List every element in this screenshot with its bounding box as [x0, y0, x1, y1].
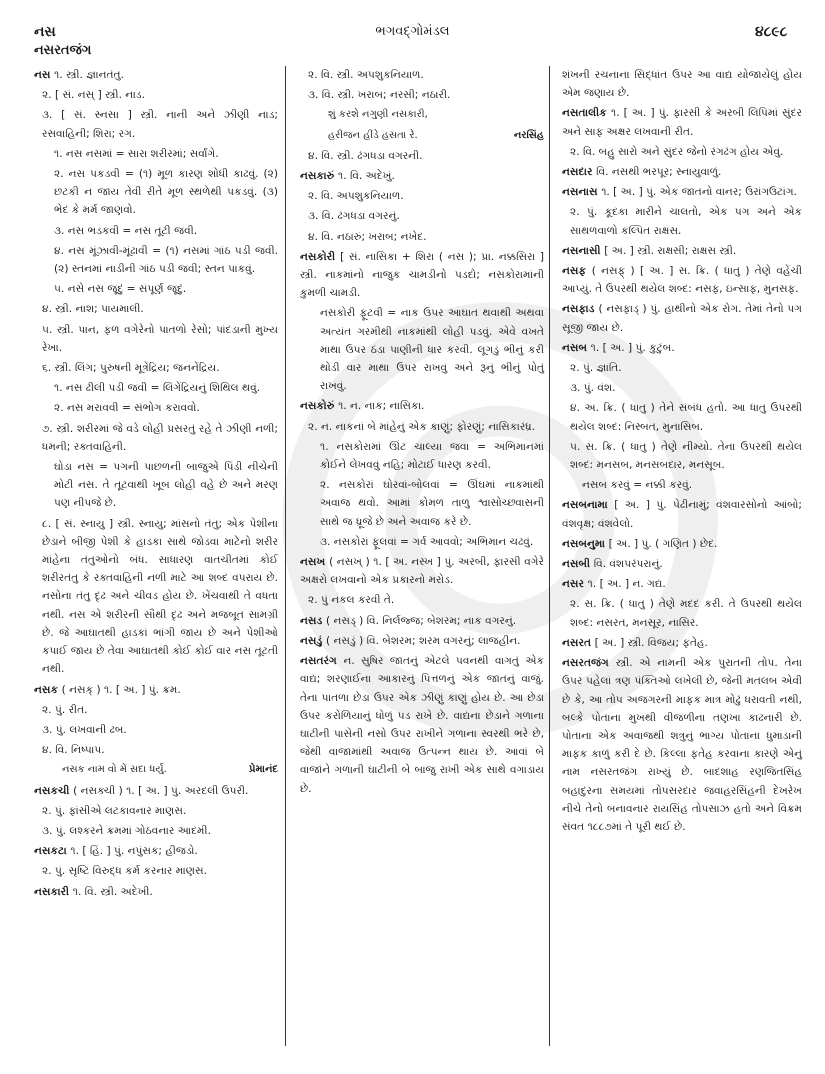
- entry-text: ૨. પું. જ્ઞાતિ.: [570, 362, 622, 375]
- definition-text: ૧. સ્ત્રી. જ્ઞાનતંતુ.: [54, 69, 124, 81]
- headword: નસતરંગ: [300, 655, 344, 668]
- headword: નસબનુમા: [562, 537, 609, 550]
- idiom-entry: [34, 242, 278, 278]
- sense-entry: [34, 721, 278, 739]
- sense-entry: [300, 418, 544, 436]
- quotation-source: પ્રેમાનંદ: [248, 764, 278, 776]
- entry-text: નસક નામ વો મેં સદા ધર્યું.: [62, 764, 167, 776]
- definition-text: ન. સુષિર જાતનું એટલે પવનથી વાગતું એક વાદ્ય; શરણાઈના આકારનું પિત્તળનું એક જાતનું વાજું. તેના પાતળા છેડા ઉપર એક ઝીણું કાણું હોય છે. આ છેડા ઉપર કરોળિયાનું ધોળું પડ રાખે છે. વાદ્યના છેડાને ગળાના ઘાટીની પાસેની નસો ઉપર રાખીને ગળાના સ્વરથી ભરે છે, જેથી વાજામાંથી અવાજ ઉત્પન્ન થાય છે. આવાં બે વાજાંને ગળાની ઘાટીની બે બાજુ રાખી એક સાથે વગાડાય છે.: [300, 655, 544, 795]
- entry-text: ૨. સ. ક્રિ. ( ધાતુ ) તેણે મદદ કરી. તે ઉપરથી થયેલ શબ્દ: નસરત, મનસૂર, નાસિર.: [570, 598, 802, 629]
- entry-text: ૨. નસ મરાવવી = સંભોગ કરાવવો.: [54, 402, 200, 415]
- definition-text: ૧. [ અ. ] પું. કુટુંબ.: [590, 341, 675, 354]
- idiom-entry: [34, 399, 278, 417]
- dictionary-headword-entry: [34, 883, 278, 901]
- idiom-entry: [300, 533, 544, 551]
- sense-entry: [34, 802, 278, 820]
- sense-entry: [300, 147, 544, 165]
- sense-entry: [562, 143, 802, 161]
- entry-text: ૨. [ સં. નસ્ ] સ્ત્રી. નાડ.: [42, 89, 145, 102]
- sense-entry: [34, 701, 278, 719]
- dictionary-headword-entry: [562, 163, 802, 181]
- quotation: [300, 127, 544, 145]
- sense-entry: [300, 207, 544, 225]
- headword: નસર: [562, 578, 588, 591]
- dictionary-headword-entry: [34, 782, 278, 800]
- idiom-entry: [34, 379, 278, 397]
- dictionary-headword-entry: [562, 555, 802, 573]
- dictionary-headword-entry: [34, 842, 278, 860]
- idiom-entry: [34, 145, 278, 163]
- entry-text: ૩. વિ. સ્ત્રી. ખરાબ; નરસી; નઠારી.: [308, 89, 451, 102]
- sense-entry: [34, 420, 278, 456]
- sense-entry: [562, 438, 802, 474]
- entry-text: ૨. પું. સૃષ્ટિ વિરુદ્ધ કર્મ કરનાર માણસ.: [42, 865, 207, 878]
- dictionary-headword-entry: [562, 575, 802, 593]
- entry-text: ૨. પું. કૂદકા મારીને ચાલતો, એક પગ અને એક સાથળવાળો કલ્પિત રાક્ષસ.: [570, 206, 802, 237]
- entry-text: ૩. પું. લખવાની ઢબ.: [42, 723, 127, 736]
- dictionary-headword-entry: [300, 612, 544, 630]
- entry-text: ૪. વિ. નઠારું; ખરાબ; નખેદ.: [308, 230, 427, 243]
- entry-text: ૨. પું. રીત.: [42, 703, 88, 716]
- entry-text: ૨. વિ. બહુ સારો અને સુંદર જેનો રંગઢંગ હોય એવું.: [570, 145, 784, 158]
- definition-text: ( નસડું ) વિ. બેશરમ; શરમ વગરનું; લાજહીન.: [325, 634, 521, 647]
- idiom-entry: [300, 438, 544, 474]
- idiom-entry: [300, 304, 544, 395]
- entry-text: ૧. નસ નસમાં = સારા શરીરમાં; સર્વાંગે.: [54, 147, 219, 160]
- entry-text: ૪. સ્ત્રી. નાશ; પાયમાલી.: [42, 303, 144, 316]
- entry-text: ૪. વિ. નિષ્પાપ.: [42, 744, 105, 757]
- sense-entry: [300, 86, 544, 104]
- dictionary-headword-entry: [562, 104, 802, 140]
- header-first-word: નસ: [34, 24, 56, 40]
- page-header: [0, 24, 825, 44]
- dictionary-headword-entry: [562, 183, 802, 201]
- idiom-entry: [34, 458, 278, 513]
- entry-text: ૩. નસ ભડકવી = નસ તૂટી જવી.: [54, 224, 198, 237]
- definition-text: ( નસખ્ ) ૧. [ અ. નસ્ખ ] પું. અરબી, ફારસી વગેરે અક્ષરો લખવાનો એક પ્રકારનો મરોડ.: [300, 556, 545, 587]
- headword: નસ: [34, 69, 55, 81]
- sense-entry: [562, 203, 802, 239]
- entry-text: ૩. [ સં. સ્નસા ] સ્ત્રી. નાની અને ઝીણી નાડ; રસવાહિની; શિરા; રગ.: [42, 109, 278, 140]
- headword: નસતાલીક: [562, 107, 612, 120]
- dictionary-headword-entry: [562, 242, 802, 260]
- definition-text: ( નસક્ચી ) ૧. [ અ. ] પું. અરદલી ઉપરી.: [73, 784, 249, 797]
- dictionary-headword-entry: [300, 553, 544, 589]
- definition-text: ( નસફાડ્ ) પું. હાથીનો એક રોગ. તેમાં તેનો પગ સૂજી જાય છે.: [562, 303, 802, 334]
- sense-entry: [34, 862, 278, 880]
- sense-entry: [34, 359, 278, 377]
- entry-text: ૭. સ્ત્રી. શરીરમાં જે વડે લોહી પ્રસરતું રહે તે ઝીણી નળી; ધમની; રક્તવાહિની.: [42, 422, 278, 453]
- headword: નસબી: [562, 558, 594, 571]
- entry-text: ૩. પું. વંશ.: [570, 382, 616, 395]
- sense-entry: [34, 515, 278, 679]
- sense-entry: [34, 86, 278, 104]
- entry-text: ૮. [ સં. સ્નાયુ ] સ્ત્રી. સ્નાયુ; માંસનો તંતુ; એક પેશીના છેડાને બીજી પેશી કે હાડકા સાથે જોડવા માટેનો શરીર માંહેના તંતુઓનો બંધ. સાધારણ વાતચીતમાં કોઈ શરીરતંતુ કે રક્તવાહિની નળી માટે આ શબ્દ વપરાય છે. નસોના તંતુ દૃઢ અને ચીવડ હોય છે. ખેંચવાથી તે વધતા નથી. નસ એ શરીરની સૌથી દૃઢ અને મજબૂત સામગ્રી છે. જે આઘાતથી હાડકાં ભાંગી જાય છે અને પેશીઓ કપાઈ જાય છે તેવા આઘાતથી કોઈ કોઈ વાર નસ તૂટતી નથી.: [42, 517, 278, 676]
- header-last-word: નસરતજંગ: [34, 43, 92, 58]
- dictionary-headword-entry: [34, 681, 278, 699]
- headword: નસકારું: [300, 170, 339, 183]
- headword: નસકોરું: [300, 400, 339, 413]
- dictionary-column-2: [300, 66, 544, 800]
- definition-text: ૧. [ અ. ] ન. ગદ્ય.: [587, 578, 666, 591]
- entry-text: ૩. વિ. ઢંગધડા વગરનું.: [308, 210, 400, 223]
- sense-entry: [562, 359, 802, 377]
- definition-text: ૧. ન. નાક; નાસિકા.: [338, 400, 425, 413]
- idiom-entry: [300, 476, 544, 531]
- definition-text: વિ. નસથી ભરપૂર; સ્નાયુવાળું.: [596, 166, 722, 179]
- sense-entry: [562, 379, 802, 397]
- dictionary-headword-entry: [300, 652, 544, 798]
- headword: નસડું: [300, 634, 326, 647]
- definition-text: ૧. વિ. અદેખું.: [338, 170, 395, 183]
- definition-text: ૧. [ અ. ] પું. એક જાતનો વાનર; ઉરાંગઉટાંગ.: [601, 186, 797, 199]
- headword: નસનાસી: [562, 244, 605, 257]
- entry-text: ૪. અ. ક્રિ. ( ધાતુ ) તેને સંબંધ હતો. આ ધાતુ ઉપરથી થયેલ શબ્દ: નિસ્બત, મુનાસિબ.: [570, 402, 802, 433]
- sense-entry: [300, 228, 544, 246]
- sense-entry: [34, 106, 278, 142]
- entry-text: ૪. નસ મૂંઝાવી-મૂંઢાવી = (૧) નસમાં ગાંઠ પડી જવી. (૨) સ્તનમાં નાડીની ગાંઠ પડી જવી; સ્તન પાકવું.: [54, 244, 278, 276]
- headword: નસફાડ: [562, 303, 599, 316]
- dictionary-headword-entry: [300, 632, 544, 650]
- headword: નસનાસ: [562, 186, 602, 199]
- dictionary-headword-entry: [34, 66, 278, 84]
- entry-text: ૫. સ. ક્રિ. ( ધાતુ ) તેણે નીમ્યો. તેના ઉપરથી થયેલ શબ્દ: મનસબ, મનસબદાર, મનસૂબ.: [570, 440, 802, 472]
- entry-text: ૨. નસકોરાં ઘોરવાં-બોલવાં = ઊંઘમાં નાકમાંથી અવાજ થવો. આમાં કોમળ તાળુ શ્વાસોચ્છ્વાસની સાથે જ ધ્રૂજે છે અને અવાજ કરે છે.: [320, 479, 544, 528]
- dictionary-headword-entry: [562, 634, 802, 652]
- entry-text: ૩. નસકોરાં ફૂલવાં = ગર્વ આવવો; અભિમાન ચઢવું.: [320, 535, 534, 548]
- entry-text: ૨. વિ. અપશુકનિયાળ.: [308, 190, 404, 203]
- column-divider: [285, 66, 286, 1046]
- entry-text: હરીજન હીંડે હસતા રે.: [328, 129, 418, 141]
- dictionary-headword-entry: [300, 248, 544, 303]
- definition-text: [ અ. ] પું. પેઢીનામું; વંશવારસોનો આંબો; વંશવૃક્ષ; વંશવેલો.: [562, 499, 803, 530]
- definition-text: વિ. વંશપરંપરાનું.: [593, 558, 663, 571]
- headword: નસફ: [562, 265, 592, 278]
- sense-entry: [300, 66, 544, 84]
- page-number: ૪૮૯૮: [755, 24, 788, 40]
- headword: નસબનામા: [562, 499, 615, 512]
- entry-text: ૩. પું. લશ્કરને ક્રમમાં ગોઠવનાર આદમી.: [42, 824, 211, 837]
- dictionary-headword-entry: [562, 654, 802, 836]
- definition-text: ( નસક્ ) ૧. [ અ. ] પું. ક્રમ.: [61, 683, 181, 696]
- definition-text: ( નસફ્ ) [ અ. ] સ. ક્રિ. ( ધાતુ ) તેણે વહેંચી આપ્યું. તે ઉપરથી થયેલ શબ્દ: નસફ, ઇન્સાફ, મુનસફ.: [562, 265, 802, 296]
- headword: નસકોરી: [300, 250, 341, 263]
- sense-entry: [562, 399, 802, 435]
- dictionary-headword-entry: [300, 167, 544, 185]
- definition-text: [ અ. ] પું. ( ગણિત ) છેદ.: [608, 537, 718, 550]
- dictionary-headword-entry: [562, 300, 802, 336]
- sense-entry: [34, 300, 278, 318]
- idiom-entry: [34, 280, 278, 298]
- definition-text: [ અ. ] સ્ત્રી. રાક્ષસી; રાક્ષસ સ્ત્રી.: [604, 244, 737, 257]
- headword: નસકારી: [34, 885, 73, 898]
- entry-text: ૨. ન. નાકનાં બે માંહેનું એક કાણું; ફોરણું; નાસિકારંધ્ર.: [308, 420, 536, 433]
- entry-text: ૧. નસ ઢીલી પડી જવી = લિંગેંદ્રિયનું શિથિલ થવું.: [54, 382, 261, 395]
- entry-text: ઘોડા નસ = પગની પાછળની બાજુએ પિંડી નીચેની મોટી નસ. તે તૂટવાથી ખૂબ લોહી વહે છે અને મરણ પણ નીપજે છે.: [54, 461, 278, 510]
- headword: નસકચી: [34, 784, 74, 797]
- entry-text: નસકોરી ફૂટવી = નાક ઉપર આઘાત થવાથી અથવા અત્યંત ગરમીથી નાકમાંથી લોહી પડવું. એવે વખતે માથા ઉપર ઠંડા પાણીની ધાર કરવી. લૂગડું ભીનું કરી થોડી વાર માથા ઉપર રાખવું અને રૂનું ભીનું પોતું રાખવું.: [320, 307, 544, 393]
- dictionary-headword-entry: [562, 496, 802, 532]
- headword: નસખ: [300, 556, 330, 569]
- entry-text: નસબ કરવું = નક્કી કરવું.: [582, 479, 693, 492]
- entry-text: ૨. પું નકલ કરવી તે.: [308, 594, 395, 607]
- headword: નસરત: [562, 636, 595, 649]
- sense-entry: [300, 187, 544, 205]
- idiom-entry: [34, 165, 278, 220]
- definition-text: ૧. [ અ. ] પું. ફારસી કે અરબી લિપિમાં સુંદર અને સાફ અક્ષર લખવાની રીત.: [562, 107, 802, 138]
- sense-entry: [34, 321, 278, 357]
- entry-text: શંખની રચનાના સિદ્ધાંત ઉપર આ વાદ્ય યોજાયેલું હોય એમ જણાય છે.: [562, 69, 802, 100]
- quotation: [300, 106, 544, 124]
- dictionary-headword-entry: [300, 397, 544, 415]
- idiom-entry: [34, 222, 278, 240]
- entry-text: શું કરશે નગુણી નસકારી,: [328, 109, 428, 121]
- entry-text: ૬. સ્ત્રી. લિંગ; પુરુષની મૂત્રેંદ્રિય; જનનેંદ્રિય.: [42, 362, 220, 375]
- column-divider: [549, 66, 550, 1046]
- headword: નસદાર: [562, 166, 597, 179]
- idiom-entry: [562, 476, 802, 494]
- entry-text: ૧. નસકોરામાં ઊંટ ચાલ્યા જવા = અભિમાનમાં કોઈને લેખવવું નહિ; મોટાઈ ધારણ કરવી.: [320, 440, 544, 472]
- sense-entry: [34, 741, 278, 759]
- dictionary-column-3: [562, 66, 802, 838]
- definition-text: [ અ. ] સ્ત્રી. વિજય; ફતેહ.: [594, 636, 708, 649]
- dictionary-headword-entry: [562, 262, 802, 298]
- definition-text: ૧. વિ. સ્ત્રી. અદેખી.: [72, 885, 153, 898]
- sense-entry: [300, 591, 544, 609]
- dictionary-headword-entry: [562, 339, 802, 357]
- sense-entry: [34, 822, 278, 840]
- definition-text: ૧. [ હિં. ] પું. નપુંસક; હીજડો.: [70, 845, 198, 858]
- definition-text: સ્ત્રી. એ નામની એક પુરાતની તોપ. તેના ઉપર પહેલાં ત્રણ પંક્તિઓ લખેલી છે, જેની મતલબ એવી છે કે, આ તોપ અજગરની માફક માત્ર મોઢું ધરાવતી નથી, બલ્કે પોતાના મુખથી વીજળીના તણખા કાઢનારી છે. પોતાના એક અવાજથી શત્રુનું ભાગ્ય પોતાના ધુમાડાની માફક કાળું કરી દે છે. કિલ્લા ફતેહ કરવાના કારણે એનું નામ નસરતજંગ રાખ્યું છે. બાદશાહ રણજિતસિંહ બહાદુરના સમયમાં તોપસરદાર જવાહરસિંહની દેખરેખ નીચે તેનો બનાવનાર રાયસિંહ તોપસાઝ હતો અને વિક્રમ સંવત ૧૮૮૭માં તે પૂરી થઈ છે.: [562, 657, 803, 833]
- headword: નસબ: [562, 341, 591, 354]
- headword: નસડ: [300, 614, 326, 627]
- definition-text: ( નસડ્ ) વિ. નિર્લજ્જ; બેશરમ; નાક વગરનું.: [325, 614, 517, 627]
- sense-entry: [562, 66, 802, 102]
- dictionary-headword-entry: [562, 535, 802, 553]
- entry-text: ૨. પું. ફાંસીએ લટકાવનાર માણસ.: [42, 804, 187, 817]
- quotation-source: નરસિંહ: [513, 129, 544, 141]
- headword: નસરતજંગ: [562, 657, 616, 670]
- entry-text: ૪. વિ. સ્ત્રી. ઢંગધડા વગરની.: [308, 149, 423, 162]
- sense-entry: [562, 595, 802, 631]
- entry-text: ૨. વિ. સ્ત્રી. અપશુકનિયાળ.: [308, 69, 424, 81]
- quotation: [34, 761, 278, 779]
- entry-text: ૫. સ્ત્રી. પાન, ફળ વગેરેનો પાતળો રેસો; પાંદડાની મુખ્ય રેખા.: [42, 323, 278, 354]
- entry-text: ૫. નસે નસ જૂદું = સંપૂર્ણ જૂદું.: [54, 283, 187, 296]
- entry-text: ૨. નસ પકડવી = (૧) મૂળ કારણ શોધી કાઢવું. (૨) છટકી ન જાય તેવી રીતે મૂળ સ્થળેથી પકડવું. (૩) ભેદ કે મર્મ જાણવો.: [54, 168, 278, 217]
- headword: નસકટા: [34, 845, 71, 858]
- header-title: ભગવદ્ગોમંડલ: [375, 24, 450, 39]
- definition-text: [ સં. નાસિકા + શિરા ( નસ ); પ્રા. નક્કસિરા ] સ્ત્રી. નાકમાંનો નાજુક ચામડીનો પડદો; નસકોરામાંની કુમળી ચામડી.: [300, 250, 545, 300]
- headword: નસક: [34, 683, 62, 696]
- dictionary-column-1: [34, 66, 278, 903]
